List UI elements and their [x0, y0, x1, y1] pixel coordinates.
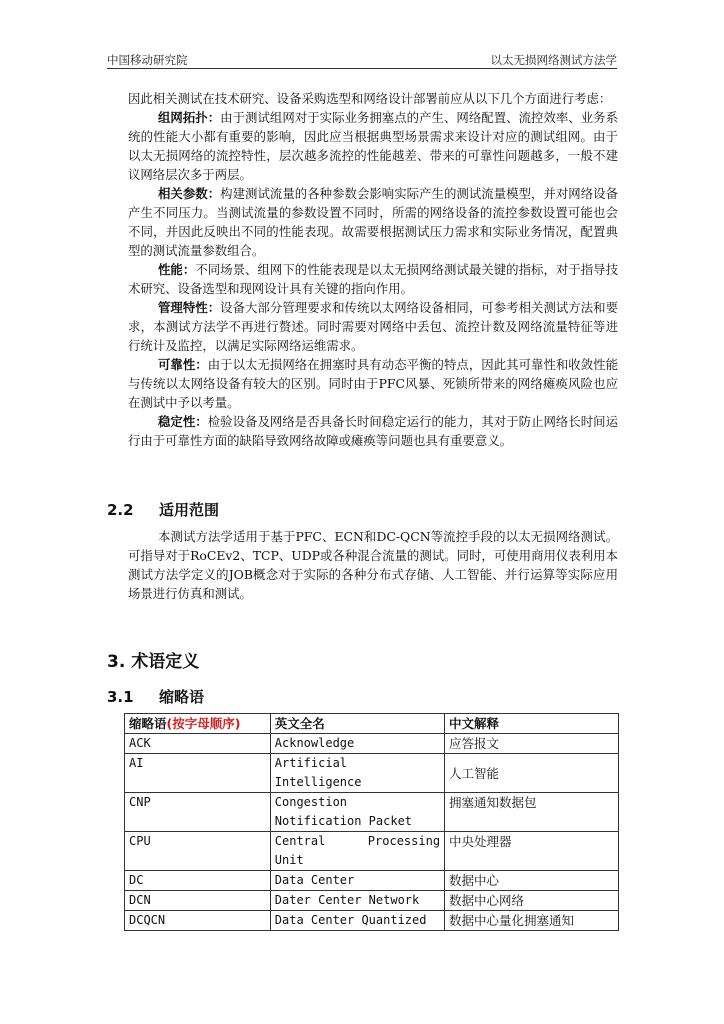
section-number: 3.1: [107, 688, 134, 706]
section-number: 2.2: [107, 501, 134, 519]
item-stability: [128, 412, 618, 450]
header-organization: 中国移动研究院: [107, 53, 188, 67]
item-term: 性能：: [158, 262, 196, 277]
header-full-name: 英文全名: [270, 714, 444, 734]
header-chinese: 中文解释: [445, 714, 619, 734]
item-parameters: [128, 184, 618, 260]
item-term: 管理特性：: [158, 300, 221, 315]
cell-zh: 数据中心: [445, 871, 619, 891]
header-abbr: [125, 714, 271, 734]
cell-full: Data Center: [270, 871, 444, 891]
item-reliability: [128, 355, 618, 412]
item-term: 组网拓扑：: [158, 110, 221, 125]
cell-full: Central Processing Unit: [270, 832, 444, 871]
intro-paragraph: 因此相关测试在技术研究、设备采购选型和网络设计部署前应从以下几个方面进行考虑：: [128, 91, 612, 106]
item-topology: [128, 108, 618, 184]
item-term: 相关参数：: [158, 186, 221, 201]
item-text: 检验设备及网络是否具备长时间稳定运行的能力，其对于防止网络长时间运行由于可靠性方面的缺陷导致网络故障或瘫痪等问题也具有重要意义。: [128, 414, 618, 448]
section-2-2-heading: [107, 499, 219, 520]
cell-abbr: AI: [125, 754, 271, 793]
cell-abbr: DCQCN: [125, 911, 271, 931]
item-text: 不同场景、组网下的性能表现是以太无损网络测试最关键的指标，对于指导技术研究、设备选型和现网设计具有关键的指向作用。: [128, 262, 619, 296]
cell-full: Data Center Quantized: [270, 911, 444, 931]
item-management: [128, 298, 618, 355]
table-row: [125, 871, 619, 891]
cell-zh: 数据中心网络: [445, 891, 619, 911]
table-row: [125, 911, 619, 931]
header-abbr-label: 缩略语: [129, 716, 167, 731]
table-row: [125, 734, 619, 754]
cell-zh: 应答报文: [445, 734, 619, 754]
cell-full: Dater Center Network: [270, 891, 444, 911]
page-header: [107, 52, 617, 69]
cell-full: Acknowledge: [270, 734, 444, 754]
cell-abbr: CNP: [125, 793, 271, 832]
section-title: 缩略语: [159, 688, 205, 706]
table-row: [125, 832, 619, 871]
header-document-title: 以太无损网络测试方法学: [490, 53, 617, 67]
cell-abbr: CPU: [125, 832, 271, 871]
table-row: [125, 891, 619, 911]
cell-zh: 中央处理器: [445, 832, 619, 871]
section-3-1-heading: [107, 686, 204, 707]
scope-paragraph: 本测试方法学适用于基于PFC、ECN和DC-QCN等流控手段的以太无损网络测试。可指导对于RoCEv2、TCP、UDP或各种混合流量的测试。同时，可使用商用仪表利用本测试方法学定义的JOB概念对于实际的各种分布式存储、人工智能、并行运算等实际应用场景进行仿真和测试。: [128, 529, 618, 601]
considerations-section: [128, 89, 618, 450]
abbreviation-table: [124, 713, 619, 931]
section-title: 适用范围: [159, 501, 220, 519]
item-text: 由于以太无损网络在拥塞时具有动态平衡的特点，因此其可靠性和收敛性能与传统以太网络设备有较大的区别。同时由于PFC风暴、死锁所带来的网络瘫痪风险也应在测试中予以考量。: [128, 357, 618, 410]
table-header-row: [125, 714, 619, 734]
section-3-heading: 3. 术语定义: [107, 652, 200, 672]
cell-zh: 人工智能: [445, 754, 619, 793]
cell-full: Congestion Notification Packet: [270, 793, 444, 832]
cell-zh: 拥塞通知数据包: [445, 793, 619, 832]
table-row: [125, 754, 619, 793]
item-text: 由于测试组网对于实际业务拥塞点的产生、网络配置、流控效率、业务系统的性能大小都有重要的影响，因此应当根据典型场景需求来设计对应的测试组网。由于以太无损网络的流控特性，层次越多流控的性能越差、带来的可靠性问题越多，一般不建议网络层次多于两层。: [128, 110, 619, 182]
header-abbr-note: (按字母顺序): [166, 716, 241, 731]
cell-zh: 数据中心量化拥塞通知: [445, 911, 619, 931]
table-row: [125, 793, 619, 832]
item-term: 稳定性：: [158, 414, 208, 429]
cell-abbr: DCN: [125, 891, 271, 911]
scope-section: [128, 527, 618, 603]
item-text: 构建测试流量的各种参数会影响实际产生的测试流量模型，并对网络设备产生不同压力。当测试流量的参数设置不同时，所需的网络设备的流控参数设置可能也会不同，并因此反映出不同的性能表现。故需要根据测试压力需求和实际业务情况，配置典型的测试流量参数组合。: [128, 186, 619, 258]
cell-abbr: DC: [125, 871, 271, 891]
cell-full: Artificial Intelligence: [270, 754, 444, 793]
item-performance: [128, 260, 618, 298]
item-text: 设备大部分管理要求和传统以太网络设备相同，可参考相关测试方法和要求，本测试方法学不再进行赘述。同时需要对网络中丢包、流控计数及网络流量特征等进行统计及监控，以满足实际网络运维需求。: [128, 300, 619, 353]
item-term: 可靠性：: [158, 357, 208, 372]
cell-abbr: ACK: [125, 734, 271, 754]
